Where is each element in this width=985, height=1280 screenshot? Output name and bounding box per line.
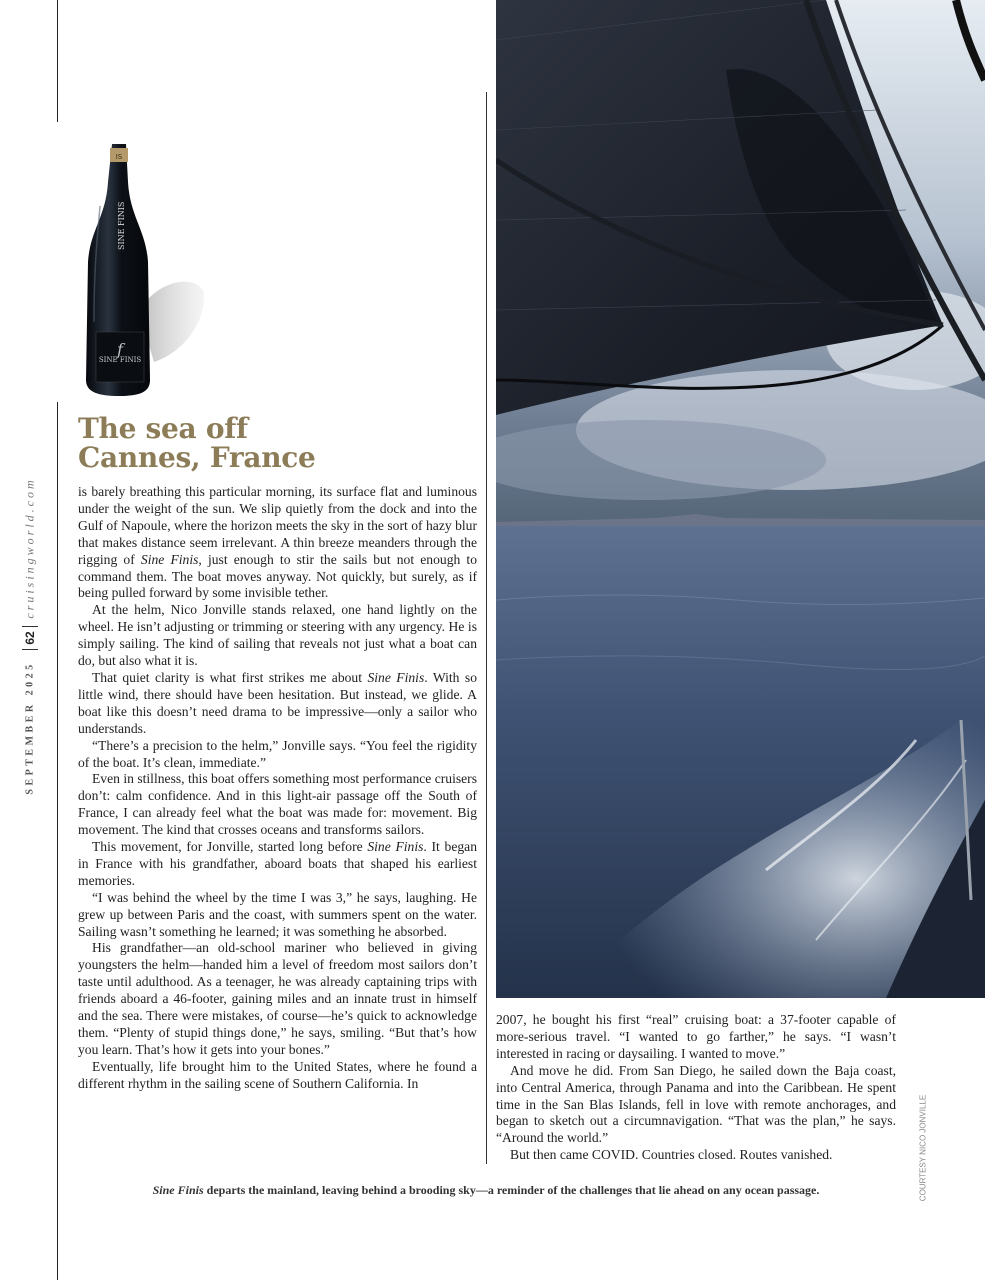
paragraph-6: This movement, for Jonville, started long before Sine Finis. It began in France with his grandfather, aboard boats that shaped his earliest memories. — [78, 839, 477, 888]
paragraph-5: Even in stillness, this boat offers something most performance cruisers don’t: calm confidence. And in this light-air passage off the South of France, I can already feel what the boat was made for: movement. Big movement. The kind that crosses oceans and transforms sailors. — [78, 771, 477, 838]
paragraph-8: His grandfather—an old-school mariner who believed in giving youngsters the helm—handed him a level of freedom most sailors don’t taste until adulthood. As a teenager, he was already captaining trips with friends aboard a 46-footer, gaining miles and an innate trust in himself and the sea. There were mistakes, of course—he’s quick to acknowledge them. “Plenty of stupid things done,” he says, smiling. “But that’s how you learn. That’s how it gets into your bones.” — [78, 940, 477, 1057]
paragraph-11: But then came COVID. Countries closed. Routes vanished. — [510, 1147, 833, 1163]
paragraph-3: That quiet clarity is what first strikes me about Sine Finis. With so little wind, there should have been hesitation. But instead, we glide. A boat like this doesn’t need drama to be impressive—only a sailor who understands. — [78, 669, 478, 736]
paragraph-7: “I was behind the wheel by the time I was 3,” he says, laughing. He grew up between Paris and the coast, with summers spent on the water. Sailing wasn’t something he learned; it was something he absorbed. — [78, 889, 477, 939]
svg-text:IS: IS — [115, 153, 123, 161]
page-number-box — [22, 626, 38, 650]
folio-url: cruisingworld.com — [22, 477, 37, 619]
folio — [22, 478, 38, 808]
page-number: 62 — [23, 631, 37, 645]
bottle-logo: f — [117, 340, 123, 359]
photo-credit: COURTESY NICO JONVILLE — [918, 1094, 928, 1202]
paragraph-1: is barely breathing this particular morning, its surface flat and luminous under the weight of the sun. We slip quietly from the dock and into the Gulf of Napoule, where the horizon meets the sky in the sort of hazy blur that makes distance seem irrelevant. A thin breeze meanders through the rigging of Sine Finis, just enough to stir the sails but not enough to command them. The boat moves anyway. Not quickly, but surely, as if being pulled forward by some invisible tether. — [78, 484, 478, 601]
headline-line-1: The sea off — [78, 412, 248, 445]
article-column-right — [496, 1012, 896, 1164]
sailing-photo — [496, 0, 985, 998]
paragraph-9-continued: 2007, he bought his first “real” cruising boat: a 37-footer capable of more-serious travel. “I wanted to go farther,” he says. “I wasn’t interested in racing or daysailing. I wanted to move.” — [496, 1012, 896, 1061]
photo-caption: Sine Finis departs the mainland, leaving behind a brooding sky—a reminder of the challenges that lie ahead on any ocean passage. — [152, 1183, 820, 1197]
bottle-neck-brand: SINE FINIS — [117, 201, 126, 250]
column-rule — [486, 92, 487, 1164]
paragraph-9: Eventually, life brought him to the United States, where he found a different rhythm in the sailing scene of Southern California. In — [78, 1058, 477, 1091]
champagne-bottle-image — [44, 122, 210, 402]
article-column-left — [78, 484, 477, 1093]
sail-and-sea-photo — [496, 0, 985, 998]
bottle-label-brand: SINE FINIS — [98, 356, 142, 364]
headline-line-2: Cannes, France — [78, 441, 316, 474]
issue-date: SEPTEMBER 2025 — [24, 661, 36, 795]
article-headline — [78, 414, 478, 472]
paragraph-10: And move he did. From San Diego, he sailed down the Baja coast, into Central America, through Panama and into the Caribbean. He spent time in the San Blas Islands, fell in love with remote anchorages, and began to sketch out a circumnavigation. “That was the plan,” he says. “Around the world.” — [496, 1062, 896, 1146]
paragraph-2: At the helm, Nico Jonville stands relaxed, one hand lightly on the wheel. He isn’t adjusting or trimming or steering with any urgency. He is simply sailing. The kind of sailing that reveals not just what a boat can do, but also what it is. — [78, 602, 477, 669]
bottle-illustration — [44, 122, 210, 402]
paragraph-4: “There’s a precision to the helm,” Jonville says. “You feel the rigidity of the boat. It’s clean, immediate.” — [78, 737, 477, 770]
